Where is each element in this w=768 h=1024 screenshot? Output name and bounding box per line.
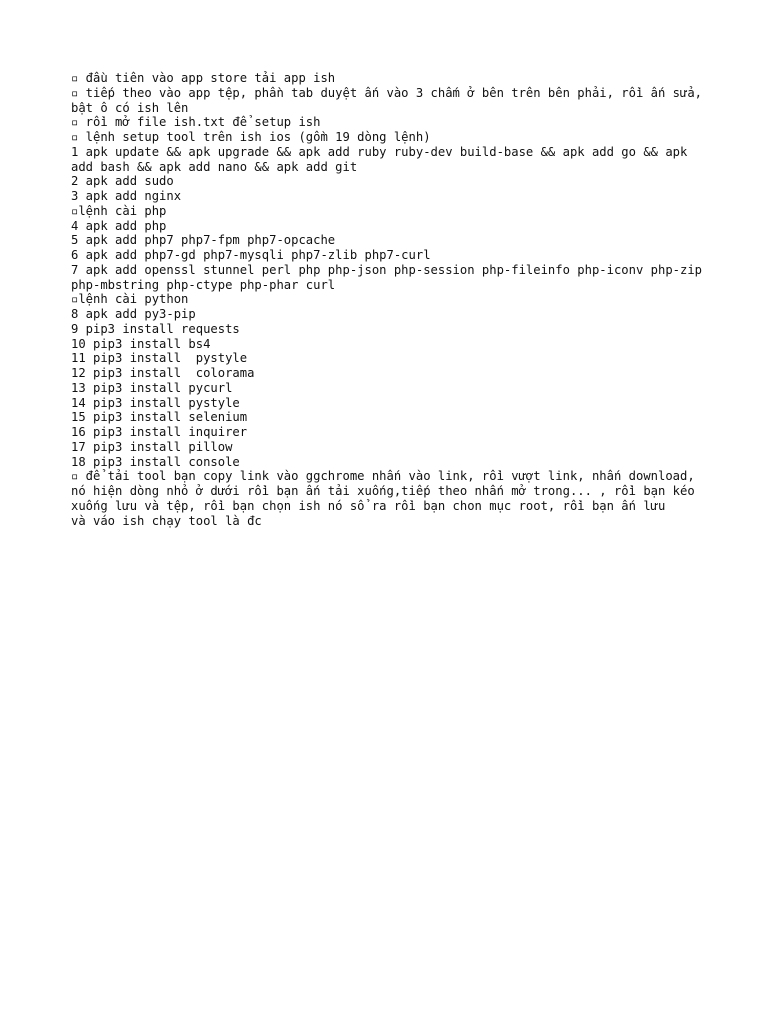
command-line-12: 12 pip3 install colorama [71, 366, 255, 380]
command-line-17: 17 pip3 install pillow [71, 439, 233, 454]
section-python-heading: ▫lệnh cài python [71, 292, 189, 307]
command-line-3: 3 apk add nginx [71, 189, 182, 203]
document-page [71, 71, 711, 528]
instruction-line-3: ▫ rồi mở file ish.txt để setup ish [71, 115, 321, 130]
command-line-15: 15 pip3 install selenium [71, 410, 248, 425]
closing-line: và váo ish chạy tool là đc [71, 513, 262, 528]
command-line-10: 10 pip3 install bs4 [71, 336, 211, 351]
command-line-2: 2 apk add sudo [71, 174, 174, 189]
command-line-16: 16 pip3 install inquirer [71, 425, 248, 439]
section-php-heading: ▫lệnh cài php [71, 203, 167, 218]
command-line-11: 11 pip3 install pystyle [71, 351, 248, 366]
instruction-line-2: ▫ tiếp theo vào app tệp, phần tab duyệt ấn vào 3 chấm ở bên trên bên phải, rồi ấn sửa, bật ô có ish lên [71, 85, 710, 115]
command-line-8: 8 apk add py3-pip [71, 307, 196, 321]
instruction-line-4: ▫ lệnh setup tool trên ish ios (gồm 19 dòng lệnh) [71, 130, 431, 144]
command-line-9: 9 pip3 install requests [71, 321, 240, 336]
command-line-14: 14 pip3 install pystyle [71, 395, 240, 410]
command-line-7: 7 apk add openssl stunnel perl php php-json php-session php-fileinfo php-iconv php-zip php-mbstring php-ctype php-phar curl [71, 262, 710, 292]
command-line-5: 5 apk add php7 php7-fpm php7-opcache [71, 233, 336, 248]
command-line-18: 18 pip3 install console [71, 454, 240, 469]
download-instructions: ▫ để tải tool bạn copy link vào ggchrome nhấn vào link, rồi vượt link, nhấn download, nó hiện dòng nhỏ ở dưới rồi bạn ấn tải xuống,tiếp theo nhấn mở trong... , rồi bạn kéo xuống lưu và tệp, rồi bạn chọn ish nó sổ ra rồi bạn chon mục root, rồi bạn ấn lưu [71, 469, 703, 513]
command-line-13: 13 pip3 install pycurl [71, 380, 233, 395]
command-line-1: 1 apk update && apk upgrade && apk add ruby ruby-dev build-base && apk add go && apk add bash && apk add nano && apk add git [71, 144, 695, 174]
instruction-line-1: ▫ đầu tiên vào app store tải app ish [71, 71, 336, 85]
command-line-4: 4 apk add php [71, 218, 167, 233]
command-line-6: 6 apk add php7-gd php7-mysqli php7-zlib php7-curl [71, 248, 431, 262]
